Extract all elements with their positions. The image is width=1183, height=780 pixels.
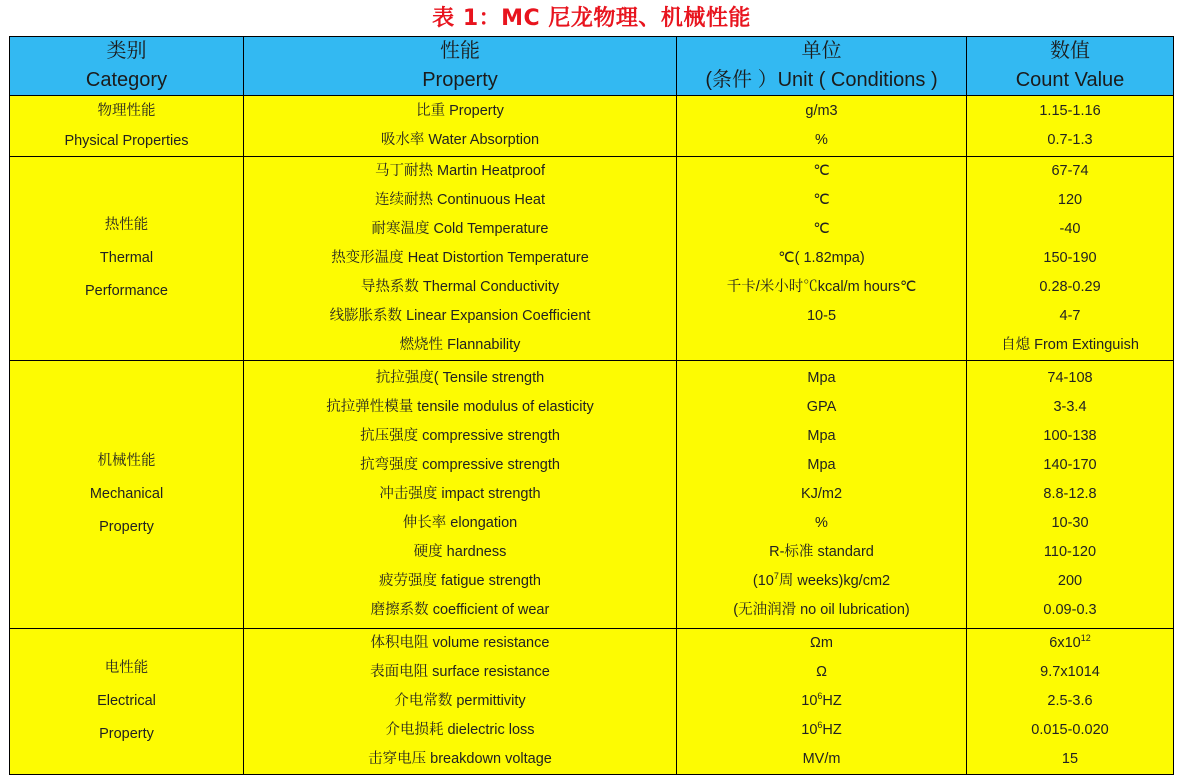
property-text: [244, 273, 676, 302]
property-value: 燃烧性 Flannability: [399, 337, 521, 353]
property-cell: [244, 96, 677, 157]
property-stack: [244, 97, 676, 155]
property-text: [244, 451, 676, 480]
unit-value: KJ/m2: [800, 486, 843, 502]
header-category-en: Category: [85, 69, 168, 91]
value-stack: [967, 97, 1173, 155]
value-value: 100-138: [1043, 428, 1097, 444]
unit-stack: [677, 97, 966, 155]
value-text: [967, 716, 1173, 745]
value-value: 0.015-0.020: [1031, 722, 1109, 738]
unit-value: %: [815, 515, 828, 531]
property-text: [244, 687, 676, 716]
value-value: 110-120: [1043, 544, 1097, 560]
value-text: [967, 157, 1173, 186]
value-superscript: 12: [1080, 633, 1091, 643]
property-text: [244, 331, 676, 360]
category-cell: [10, 361, 244, 629]
value-text: [967, 745, 1173, 774]
value-text: [967, 629, 1173, 658]
value-cell: [967, 629, 1174, 775]
unit-superscript: 6: [817, 691, 823, 701]
table-title: 表 1：MC 尼龙物理、机械性能: [432, 6, 751, 31]
unit-text: [677, 186, 966, 215]
unit-text: [677, 126, 966, 155]
table-body: [10, 96, 1174, 775]
unit-text: [677, 716, 966, 745]
value-text: [967, 302, 1173, 331]
property-text: [244, 480, 676, 509]
value-value: 120: [1057, 192, 1083, 208]
header-unit-en: (条件 ）Unit ( Conditions ): [705, 69, 938, 91]
category-text: Performance: [84, 283, 168, 299]
unit-superscript: 6: [817, 720, 823, 730]
unit-text: [677, 422, 966, 451]
table-row: [10, 96, 1174, 157]
header-property: [244, 37, 677, 96]
unit-value: R-标准 standard: [769, 544, 874, 560]
table-row: [10, 629, 1174, 775]
property-text: [244, 97, 676, 126]
value-text: [967, 97, 1173, 126]
category-text: 电性能: [104, 660, 149, 676]
unit-text: [677, 451, 966, 480]
property-value: 连续耐热 Continuous Heat: [374, 192, 546, 208]
category-text: Property: [99, 519, 154, 535]
header-unit-cn: 单位: [801, 40, 842, 62]
property-value: 吸水率 Water Absorption: [380, 132, 540, 148]
value-value: 0.7-1.3: [1047, 132, 1093, 148]
property-value: 冲击强度 impact strength: [379, 486, 541, 502]
unit-value: GPA: [806, 399, 837, 415]
value-text: [967, 364, 1173, 393]
unit-text: [677, 509, 966, 538]
property-value: 硬度 hardness: [413, 544, 507, 560]
unit-value: 10-5: [806, 308, 837, 324]
category-text: Electrical: [97, 693, 156, 709]
header-category-cn: 类别: [106, 40, 147, 62]
property-text: [244, 393, 676, 422]
unit-text: [677, 629, 966, 658]
unit-text: [677, 331, 966, 360]
category-text: Thermal: [99, 250, 154, 266]
property-value: 热变形温度 Heat Distortion Temperature: [331, 250, 589, 266]
unit-value: MV/m: [802, 751, 841, 767]
value-text: [967, 480, 1173, 509]
value-cell: [967, 96, 1174, 157]
property-value: 抗压强度 compressive strength: [360, 428, 560, 444]
property-value: 伸长率 elongation: [402, 515, 518, 531]
header-value: [967, 37, 1174, 96]
property-text: [244, 364, 676, 393]
value-value: 9.7x1014: [1040, 664, 1100, 680]
unit-text: [677, 393, 966, 422]
unit-value: 10: [801, 693, 818, 709]
property-cell: [244, 361, 677, 629]
value-cell: [967, 157, 1174, 361]
property-text: [244, 716, 676, 745]
unit-text: [677, 273, 966, 302]
unit-text: [677, 480, 966, 509]
unit-value: 千卡/米小时℃kcal/m hours℃: [726, 279, 917, 295]
category-label: [10, 445, 243, 544]
unit-value: g/m3: [805, 103, 838, 119]
property-value: 介电损耗 dielectric loss: [385, 722, 535, 738]
property-text: [244, 567, 676, 596]
value-value: 0.09-0.3: [1043, 602, 1097, 618]
category-text: 机械性能: [97, 453, 156, 469]
value-text: [967, 567, 1173, 596]
category-cell: [10, 157, 244, 361]
unit-cell: [677, 96, 967, 157]
property-text: [244, 745, 676, 774]
value-value: 15: [1061, 751, 1079, 767]
value-text: [967, 273, 1173, 302]
value-value: 6x10: [1049, 635, 1081, 651]
value-value: 74-108: [1047, 370, 1093, 386]
unit-value: %: [815, 132, 828, 148]
property-text: [244, 538, 676, 567]
category-label: [10, 652, 243, 751]
value-text: [967, 596, 1173, 625]
category-text: 物理性能: [97, 103, 156, 119]
category-cell: [10, 629, 244, 775]
property-stack: [244, 364, 676, 625]
value-value: 2.5-3.6: [1047, 693, 1093, 709]
property-cell: [244, 157, 677, 361]
property-text: [244, 422, 676, 451]
header-row: [10, 37, 1174, 96]
property-value: 疲劳强度 fatigue strength: [379, 573, 541, 589]
value-text: [967, 538, 1173, 567]
unit-suffix: 周 weeks)kg/cm2: [778, 573, 891, 589]
unit-cell: [677, 157, 967, 361]
unit-value: Ω: [816, 664, 827, 680]
property-value: 马丁耐热 Martin Heatproof: [374, 163, 546, 179]
property-value: 表面电阻 surface resistance: [370, 664, 550, 680]
unit-value: Ωm: [810, 635, 833, 651]
unit-value: (无油润滑 no oil lubrication): [733, 602, 910, 618]
property-text: [244, 596, 676, 625]
unit-superscript: 7: [773, 571, 779, 581]
value-value: 0.28-0.29: [1039, 279, 1101, 295]
property-text: [244, 629, 676, 658]
value-text: [967, 687, 1173, 716]
header-value-cn: 数值: [1050, 40, 1090, 62]
value-text: [967, 422, 1173, 451]
value-value: 150-190: [1043, 250, 1097, 266]
value-stack: [967, 364, 1173, 625]
property-text: [244, 126, 676, 155]
property-text: [244, 215, 676, 244]
unit-value: 10: [801, 722, 818, 738]
property-stack: [244, 157, 676, 360]
category-text: Property: [99, 726, 154, 742]
value-text: [967, 658, 1173, 687]
unit-value: Mpa: [807, 457, 836, 473]
property-value: 比重 Property: [416, 103, 504, 119]
property-value: 击穿电压 breakdown voltage: [368, 751, 552, 767]
property-value: 磨擦系数 coefficient of wear: [370, 602, 550, 618]
value-cell: [967, 361, 1174, 629]
category-label: [10, 209, 243, 308]
unit-text: [677, 567, 966, 596]
category-text: Mechanical: [89, 486, 164, 502]
header-category: [10, 37, 244, 96]
unit-cell: [677, 361, 967, 629]
unit-stack: [677, 364, 966, 625]
property-text: [244, 157, 676, 186]
value-value: 200: [1057, 573, 1083, 589]
unit-text: [677, 244, 966, 273]
value-value: 自熄 From Extinguish: [1001, 337, 1139, 353]
unit-value: ℃: [813, 192, 830, 208]
unit-text: [677, 745, 966, 774]
unit-text: [677, 364, 966, 393]
unit-value: ℃: [813, 163, 830, 179]
property-value: 介电常数 permittivity: [394, 693, 526, 709]
category-label: [10, 96, 243, 156]
value-text: [967, 186, 1173, 215]
table-row: [10, 361, 1174, 629]
property-value: 线膨胀系数 Linear Expansion Coefficient: [329, 308, 591, 324]
value-value: 140-170: [1043, 457, 1097, 473]
property-value: 抗拉弹性模量 tensile modulus of elasticity: [326, 399, 594, 415]
value-text: [967, 126, 1173, 155]
unit-text: [677, 215, 966, 244]
header-value-en: Count Value: [1015, 69, 1125, 91]
value-value: -40: [1059, 221, 1081, 237]
properties-table-wrapper: [9, 36, 1174, 775]
unit-stack: [677, 157, 966, 360]
unit-suffix: HZ: [822, 722, 842, 738]
unit-cell: [677, 629, 967, 775]
value-value: 67-74: [1051, 163, 1089, 179]
property-value: 抗拉强度( Tensile strength: [375, 370, 545, 386]
property-stack: [244, 629, 676, 774]
value-text: [967, 451, 1173, 480]
header-property-cn: 性能: [440, 40, 480, 62]
unit-text: [677, 538, 966, 567]
property-text: [244, 658, 676, 687]
property-text: [244, 244, 676, 273]
category-cell: [10, 96, 244, 157]
unit-text: [677, 596, 966, 625]
unit-stack: [677, 629, 966, 774]
category-text: 热性能: [104, 217, 149, 233]
property-text: [244, 509, 676, 538]
header-unit: [677, 37, 967, 96]
unit-text: [677, 658, 966, 687]
value-value: 10-30: [1051, 515, 1089, 531]
properties-table: [9, 36, 1174, 775]
value-stack: [967, 629, 1173, 774]
property-value: 体积电阻 volume resistance: [370, 635, 550, 651]
unit-text: [677, 97, 966, 126]
value-value: 8.8-12.8: [1043, 486, 1097, 502]
value-text: [967, 393, 1173, 422]
property-value: 抗弯强度 compressive strength: [360, 457, 560, 473]
unit-text: [677, 687, 966, 716]
value-text: [967, 331, 1173, 360]
unit-value: Mpa: [807, 428, 836, 444]
value-text: [967, 215, 1173, 244]
property-value: 耐寒温度 Cold Temperature: [371, 221, 549, 237]
property-value: 导热系数 Thermal Conductivity: [360, 279, 560, 295]
property-cell: [244, 629, 677, 775]
header-property-en: Property: [422, 69, 498, 91]
value-value: 4-7: [1059, 308, 1081, 324]
value-value: 3-3.4: [1053, 399, 1087, 415]
unit-text: [677, 157, 966, 186]
table-row: [10, 157, 1174, 361]
value-text: [967, 509, 1173, 538]
unit-text: [677, 302, 966, 331]
unit-value: ℃( 1.82mpa): [778, 250, 865, 266]
category-text: Physical Properties: [64, 133, 189, 149]
unit-value: ℃: [813, 221, 830, 237]
value-text: [967, 244, 1173, 273]
value-stack: [967, 157, 1173, 360]
value-value: 1.15-1.16: [1039, 103, 1101, 119]
unit-value: (10: [752, 573, 774, 589]
property-text: [244, 186, 676, 215]
unit-value: Mpa: [807, 370, 836, 386]
property-text: [244, 302, 676, 331]
unit-suffix: HZ: [822, 693, 842, 709]
